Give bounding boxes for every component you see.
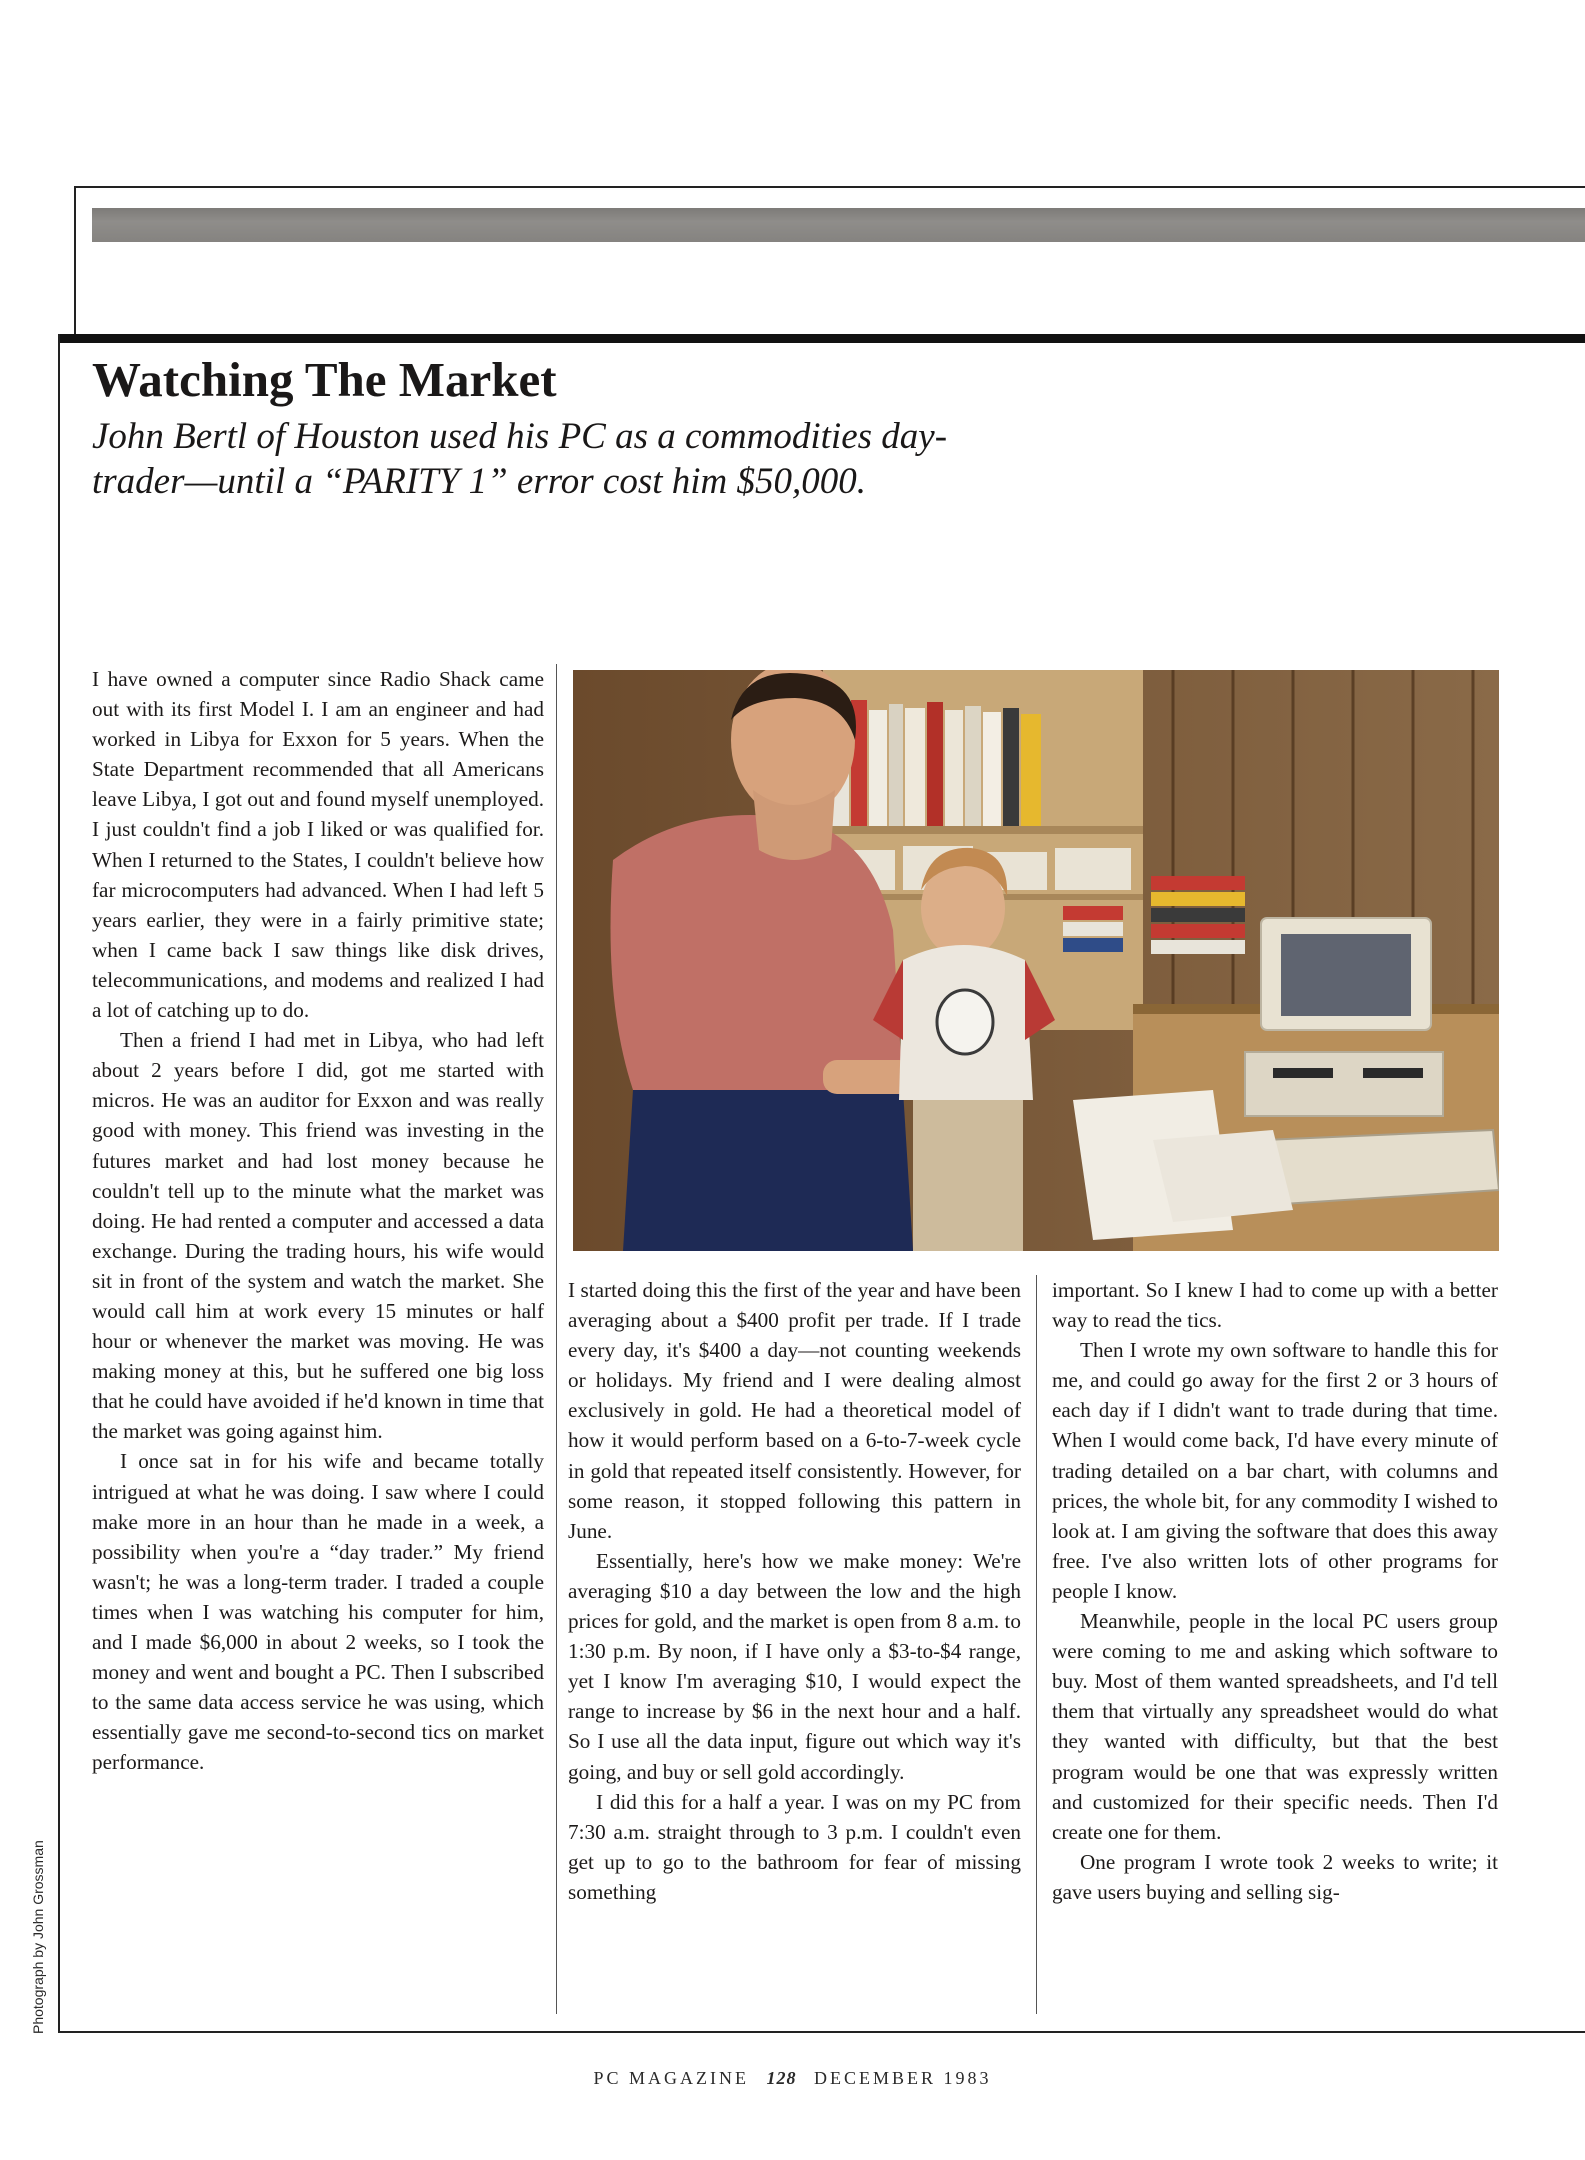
page-footer	[0, 2068, 1585, 2089]
column-divider	[556, 664, 557, 2014]
footer-date: DECEMBER 1983	[814, 2068, 992, 2088]
header-band	[92, 208, 1585, 242]
paragraph: I did this for a half a year. I was on my PC from 7:30 a.m. straight through to 3 p.m. I couldn't even get up to go to the bathroom for fear of missing something	[568, 1789, 1021, 1904]
article-photo	[573, 670, 1499, 1251]
paragraph: Then I wrote my own software to handle this for me, and could go away for the first 2 or 3 hours of each day if I didn't want to trade during that time. When I would come back, I'd have every minute of trading detailed on a bar chart, with columns and prices, the whole bit, for any commodity I wished to look at. I am giving the software that does this away free. I've also written lots of other programs for people I know.	[1052, 1338, 1498, 1603]
paragraph: important. So I knew I had to come up with a better way to read the tics.	[1052, 1278, 1498, 1333]
article-column-2	[568, 1275, 1021, 1907]
article-column-1	[92, 664, 544, 1777]
article-headline: Watching The Market	[92, 352, 557, 407]
footer-page-number: 128	[766, 2068, 797, 2088]
frame-thick-rule	[58, 334, 1585, 343]
paragraph: Then a friend I had met in Libya, who had left about 2 years before I did, got me started with micros. He was an auditor for Exxon and was really good with money. This friend was investing in the futures market and had lost money because he couldn't tell up to the minute what the market was doing. He had rented a computer and accessed a data exchange. During the trading hours, his wife would sit in front of the system and watch the market. She would call him at work every 15 minutes or half hour or whenever the market was moving. He was making money at this, but he suffered one big loss that he could have avoided if he'd known in time that the market was going against him.	[92, 1028, 544, 1444]
paragraph: I started doing this the first of the year and have been averaging about a $400 profit per trade. If I trade every day, it's $400 a day—not counting weekends or holidays. My friend and I were dealing almost exclusively in gold. He had a theoretical model of how it would perform based on a 6-to-7-week cycle in gold that repeated itself consistently. However, for some reason, it stopped following this pattern in June.	[568, 1278, 1021, 1543]
footer-magazine: PC MAGAZINE	[593, 2068, 749, 2088]
photo-illustration	[573, 670, 1499, 1251]
frame-left-rule-top	[74, 186, 76, 334]
article-deck: John Bertl of Houston used his PC as a commodities day-trader—until a “PARITY 1” error cost him $50,000.	[92, 416, 948, 502]
paragraph: One program I wrote took 2 weeks to write; it gave users buying and selling sig-	[1052, 1849, 1498, 1904]
article-column-3	[1052, 1275, 1498, 1907]
frame-left-rule	[58, 334, 60, 2032]
paragraph: I once sat in for his wife and became totally intrigued at what he was doing. I saw where I could make more in an hour than he made in a week, a possibility when you're a “day trader.” My friend wasn't; he was a long-term trader. I traded a couple times when I was watching his computer for him, and I made $6,000 in about 2 weeks, so I took the money and went and bought a PC. Then I subscribed to the same data access service he was using, which essentially gave me second-to-second tics on market performance.	[92, 1449, 544, 1775]
paragraph: I have owned a computer since Radio Shack came out with its first Model I. I am an engineer and had worked in Libya for Exxon for 5 years. When the State Department recommended that all Americans leave Libya, I got out and found myself unemployed. I just couldn't find a job I liked or was qualified for. When I returned to the States, I couldn't believe how far microcomputers had advanced. When I had left 5 years earlier, they were in a fairly primitive state; when I came back I saw things like disk drives, telecommunications, and modems and realized I had a lot of catching up to do.	[92, 667, 544, 1023]
frame-top-rule	[74, 186, 1585, 188]
paragraph: Meanwhile, people in the local PC users group were coming to me and asking which software to buy. Most of them wanted spreadsheets, and I'd tell them that virtually any spreadsheet would do what they wanted with difficulty, but that the best program would be one that was expressly written and customized for their specific needs. Then I'd create one for them.	[1052, 1609, 1498, 1844]
frame-bottom-rule	[58, 2031, 1585, 2033]
column-divider	[1036, 1275, 1037, 2014]
photo-credit: Photograph by John Grossman	[30, 1840, 46, 2034]
paragraph: Essentially, here's how we make money: We're averaging $10 a day between the low and the high prices for gold, and the market is open from 8 a.m. to 1:30 p.m. By noon, if I have only a $3-to-$4 range, yet I know I'm averaging $10, I would expect the range to increase by $6 in the next hour and a half. So I use all the data input, figure out which way it's going, and buy or sell gold accordingly.	[568, 1548, 1021, 1784]
